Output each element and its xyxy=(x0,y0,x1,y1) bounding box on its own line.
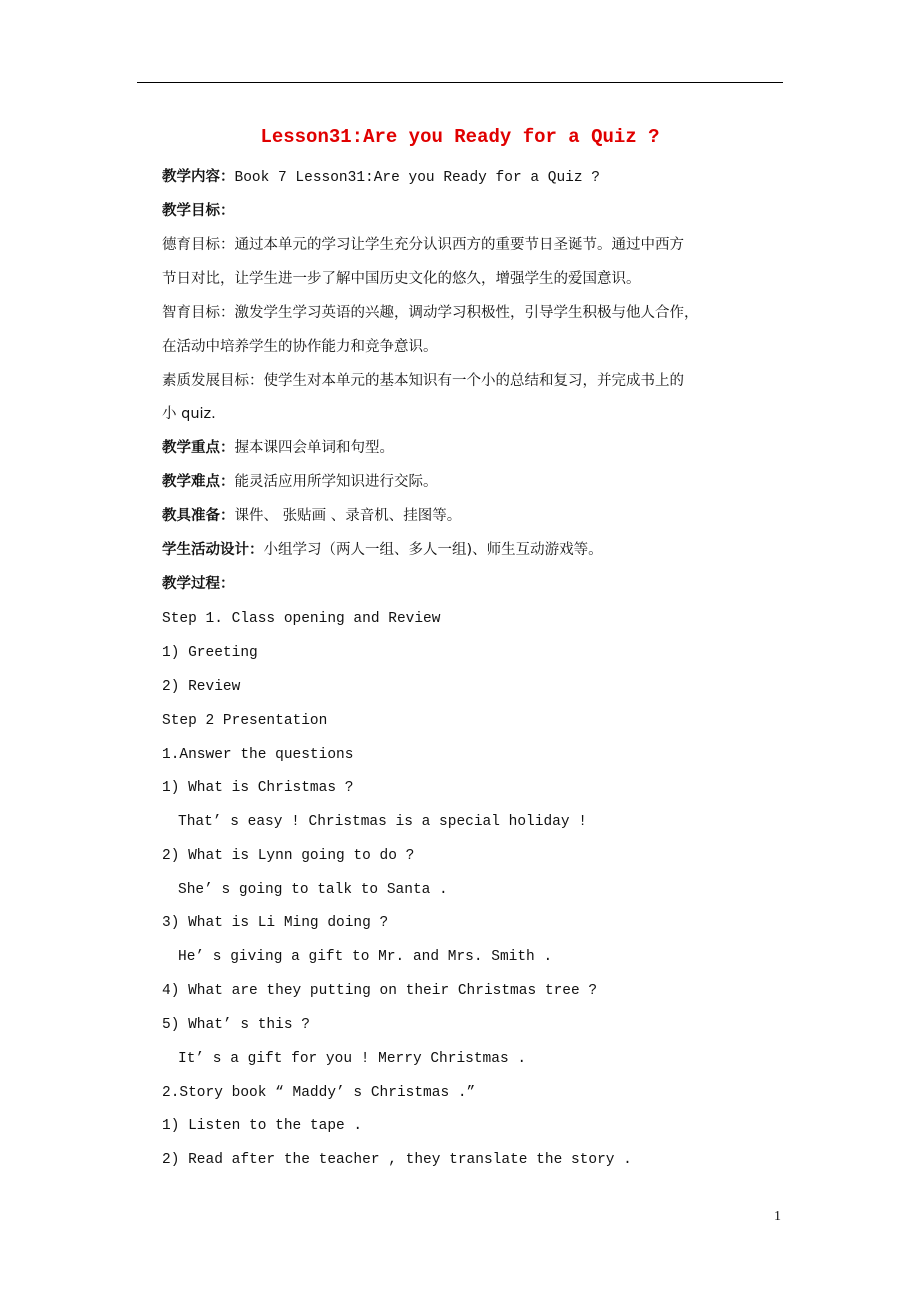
teaching-content-value: Book 7 Lesson31:Are you Ready for a Quiz ? xyxy=(234,170,600,186)
step-line: Step 1. Class opening and Review xyxy=(162,611,441,627)
step-line: Step 2 Presentation xyxy=(162,713,328,729)
process-heading xyxy=(162,574,762,594)
document-title: Lesson31:Are you Ready for a Quiz ? xyxy=(260,126,660,148)
student-activities-label: 学生活动设计： xyxy=(162,542,264,558)
step-line: 1) What is Christmas ? xyxy=(162,780,354,796)
key-points-label: 教学重点： xyxy=(162,440,235,456)
key-points-value: 握本课四会单词和句型。 xyxy=(234,440,394,456)
step-line: 2.Story book “ Maddy’ s Christmas .” xyxy=(162,1085,476,1101)
step-line: He’ s giving a gift to Mr. and Mrs. Smith . xyxy=(178,949,553,965)
teaching-content xyxy=(162,167,762,188)
step-line: 2) Read after the teacher , they translate the story . xyxy=(162,1152,632,1168)
step-line: That’ s easy ! Christmas is a special holiday ! xyxy=(178,814,587,830)
moral-goal-line-1: 德育目标：通过本单元的学习让学生充分认识西方的重要节日圣诞节。通过中西方 xyxy=(162,237,684,253)
step-line: She’ s going to talk to Santa . xyxy=(178,882,448,898)
step-line: 2) Review xyxy=(162,679,241,695)
step-line: 5) What’ s this ? xyxy=(162,1017,310,1033)
step-line: It’ s a gift for you ! Merry Christmas . xyxy=(178,1051,527,1067)
step-line: 3) What is Li Ming doing ? xyxy=(162,915,389,931)
page-number: 1 xyxy=(774,1209,781,1224)
header-rule xyxy=(137,82,783,83)
student-activities-value: 小组学习（两人一组、多人一组)、师生互动游戏等。 xyxy=(263,542,603,558)
step-line: 1.Answer the questions xyxy=(162,747,354,763)
step-line: 1) Greeting xyxy=(162,645,258,661)
teaching-content-label: 教学内容： xyxy=(162,169,235,185)
difficulties xyxy=(162,472,762,492)
step-line: 2) What is Lynn going to do ? xyxy=(162,848,415,864)
difficulties-value: 能灵活应用所学知识进行交际。 xyxy=(234,474,438,490)
key-points xyxy=(162,438,762,458)
teaching-tools xyxy=(162,506,762,526)
quality-goal-line-1: 素质发展目标：使学生对本单元的基本知识有一个小的总结和复习，并完成书上的 xyxy=(162,373,684,389)
moral-goal-line-2: 节日对比，让学生进一步了解中国历史文化的悠久，增强学生的爱国意识。 xyxy=(162,271,641,287)
step-line: 4) What are they putting on their Christmas tree ? xyxy=(162,983,598,999)
difficulties-label: 教学难点： xyxy=(162,474,235,490)
intellect-goal-line-2: 在活动中培养学生的协作能力和竞争意识。 xyxy=(162,339,438,355)
objectives-label: 教学目标： xyxy=(162,203,235,219)
process-label: 教学过程： xyxy=(162,576,235,592)
quality-goal-line-2: 小 quiz. xyxy=(162,406,216,422)
step-line: 1) Listen to the tape . xyxy=(162,1118,363,1134)
student-activities xyxy=(162,540,762,560)
teaching-tools-value: 课件、 张贴画 、录音机、挂图等。 xyxy=(234,508,462,524)
intellect-goal-line-1: 智育目标：激发学生学习英语的兴趣，调动学习积极性，引导学生积极与他人合作， xyxy=(162,305,699,321)
objectives-heading xyxy=(162,201,762,221)
teaching-tools-label: 教具准备： xyxy=(162,508,235,524)
